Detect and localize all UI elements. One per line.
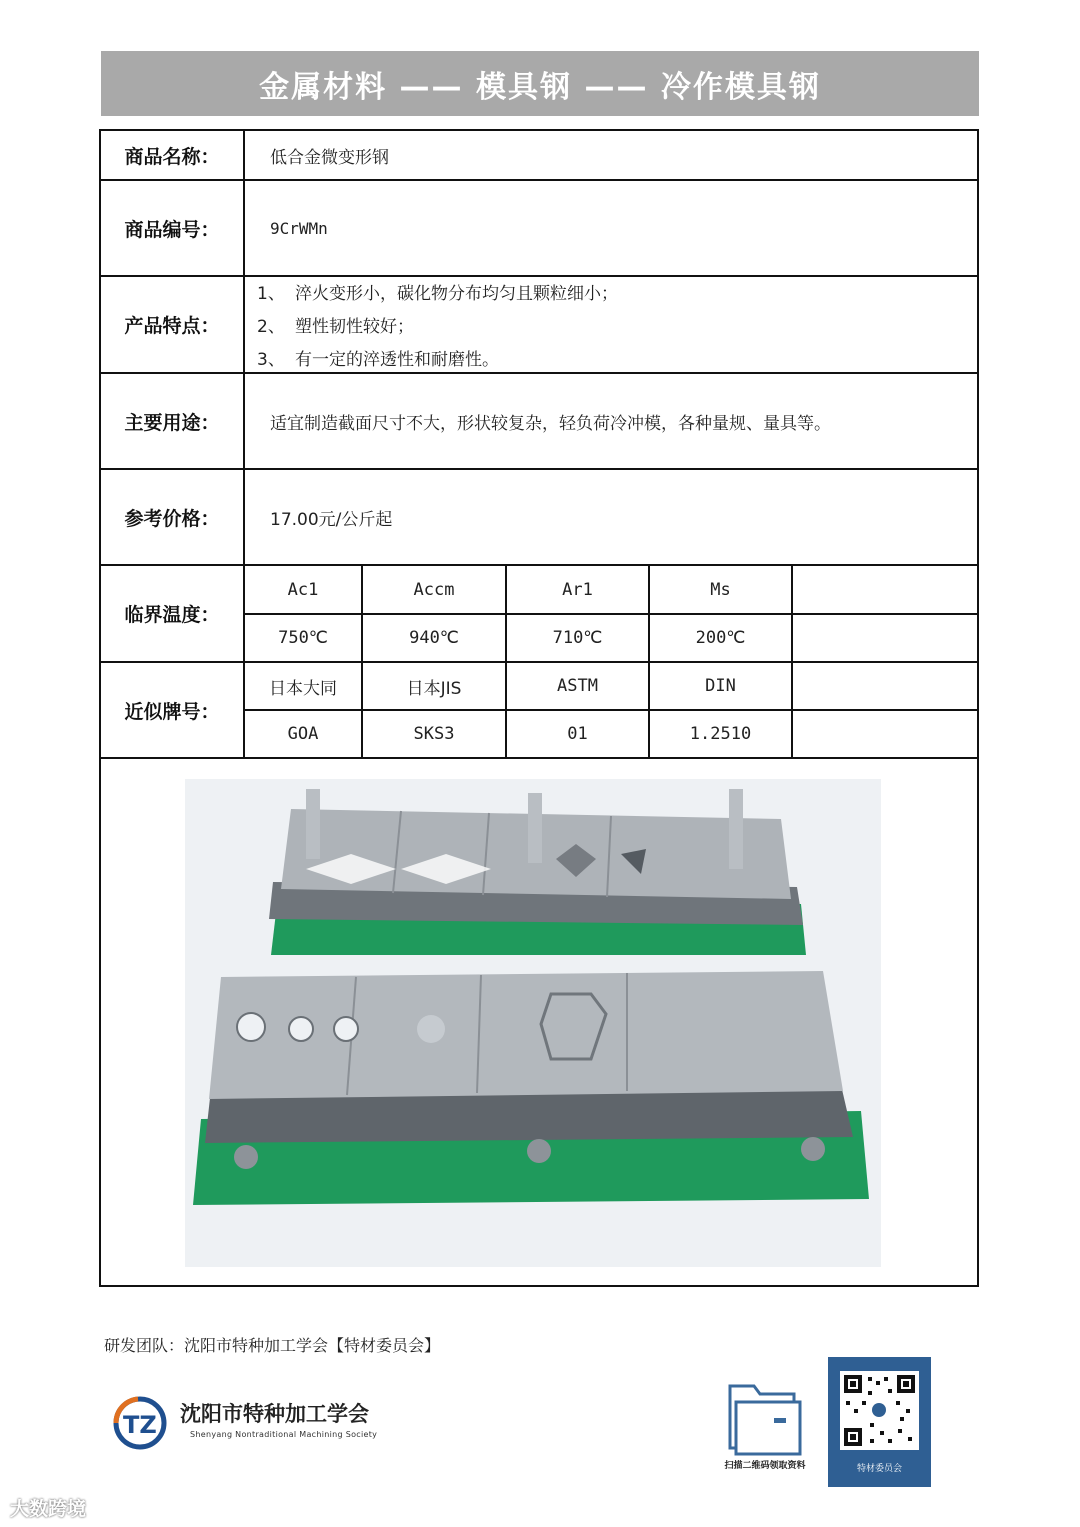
header-bar: [101, 51, 979, 116]
product-photo: [101, 759, 977, 1285]
page-title: 金属材料 —— 模具钢 —— 冷作模具钢: [259, 69, 821, 105]
qr-card[interactable]: [828, 1357, 931, 1487]
feature-number: 1、: [257, 284, 285, 304]
features-list: [257, 277, 618, 372]
feature-item: [257, 279, 618, 304]
grade-header-cell: 日本JIS: [406, 678, 462, 699]
feature-item: [257, 345, 618, 370]
row-price: [101, 470, 977, 566]
value-price: 17.00元/公斤起: [270, 509, 393, 530]
temp-value-cell: [793, 615, 977, 661]
feature-item: [257, 312, 618, 337]
watermark: 大数跨境: [10, 1498, 87, 1520]
feature-number: 3、: [257, 350, 285, 370]
stamping-die-illustration: [101, 759, 977, 1285]
temp-header-cell: [793, 566, 977, 613]
label-features: 产品特点：: [101, 277, 245, 372]
grade-grid: [245, 663, 977, 757]
temp-header-cell: Accm: [413, 579, 455, 600]
label-price: 参考价格：: [101, 470, 245, 564]
temp-header-cell: Ar1: [562, 579, 593, 600]
row-equivalent-grades: [101, 663, 977, 759]
folder-caption: 扫描二维码领取资料: [724, 1461, 806, 1471]
society-name: 沈阳市特种加工学会: [180, 1402, 369, 1426]
grade-header-cell: 日本大同: [269, 678, 337, 699]
feature-text: 有一定的淬透性和耐磨性。: [295, 350, 499, 370]
label-usage: 主要用途：: [101, 374, 245, 468]
row-critical-temp: [101, 566, 977, 663]
grade-header-cell: DIN: [705, 676, 736, 696]
temp-value-cell: 750℃: [278, 628, 328, 648]
society-name-en: Shenyang Nontraditional Machining Society: [190, 1430, 378, 1439]
label-equivalent-grades: 近似牌号：: [101, 663, 245, 757]
society-logo: [108, 1394, 408, 1452]
label-product-code: 商品编号：: [101, 181, 245, 275]
grade-header-cell: ASTM: [557, 676, 598, 696]
temp-value-cell: 710℃: [552, 628, 603, 648]
spec-sheet: [99, 129, 979, 1287]
grade-value-cell: [793, 711, 977, 757]
row-features: [101, 277, 977, 374]
temp-header-cell: Ms: [710, 579, 731, 600]
feature-number: 2、: [257, 317, 285, 337]
svg-text:TZ: TZ: [123, 1411, 157, 1439]
temp-value-cell: 940℃: [409, 628, 459, 648]
row-product-name: [101, 131, 977, 181]
value-product-name: 低合金微变形钢: [270, 147, 389, 168]
label-critical-temp: 临界温度：: [101, 566, 245, 661]
tz-logo-icon: [108, 1394, 172, 1452]
temp-grid: [245, 566, 977, 661]
grade-header-cell: [793, 663, 977, 709]
feature-text: 塑性韧性较好；: [295, 317, 414, 337]
value-product-code: 9CrWMn: [270, 218, 328, 238]
grade-value-cell: 1.2510: [689, 724, 752, 744]
value-usage: 适宜制造截面尺寸不大，形状较复杂，轻负荷冷冲模，各种量规、量具等。: [270, 413, 831, 434]
row-usage: [101, 374, 977, 470]
temp-header-cell: Ac1: [287, 579, 319, 600]
row-product-code: [101, 181, 977, 277]
research-team: 研发团队：沈阳市特种加工学会【特材委员会】: [104, 1336, 441, 1355]
temp-value-cell: 200℃: [695, 628, 746, 648]
label-product-name: 商品名称：: [101, 131, 245, 179]
grade-value-cell: 01: [567, 724, 588, 744]
feature-text: 淬火变形小，碳化物分布均匀且颗粒细小；: [295, 284, 618, 304]
grade-value-cell: GOA: [287, 724, 319, 744]
grade-value-cell: SKS3: [413, 724, 455, 744]
qr-code-icon: [840, 1371, 919, 1450]
qr-caption: 特材委员会: [856, 1464, 902, 1474]
